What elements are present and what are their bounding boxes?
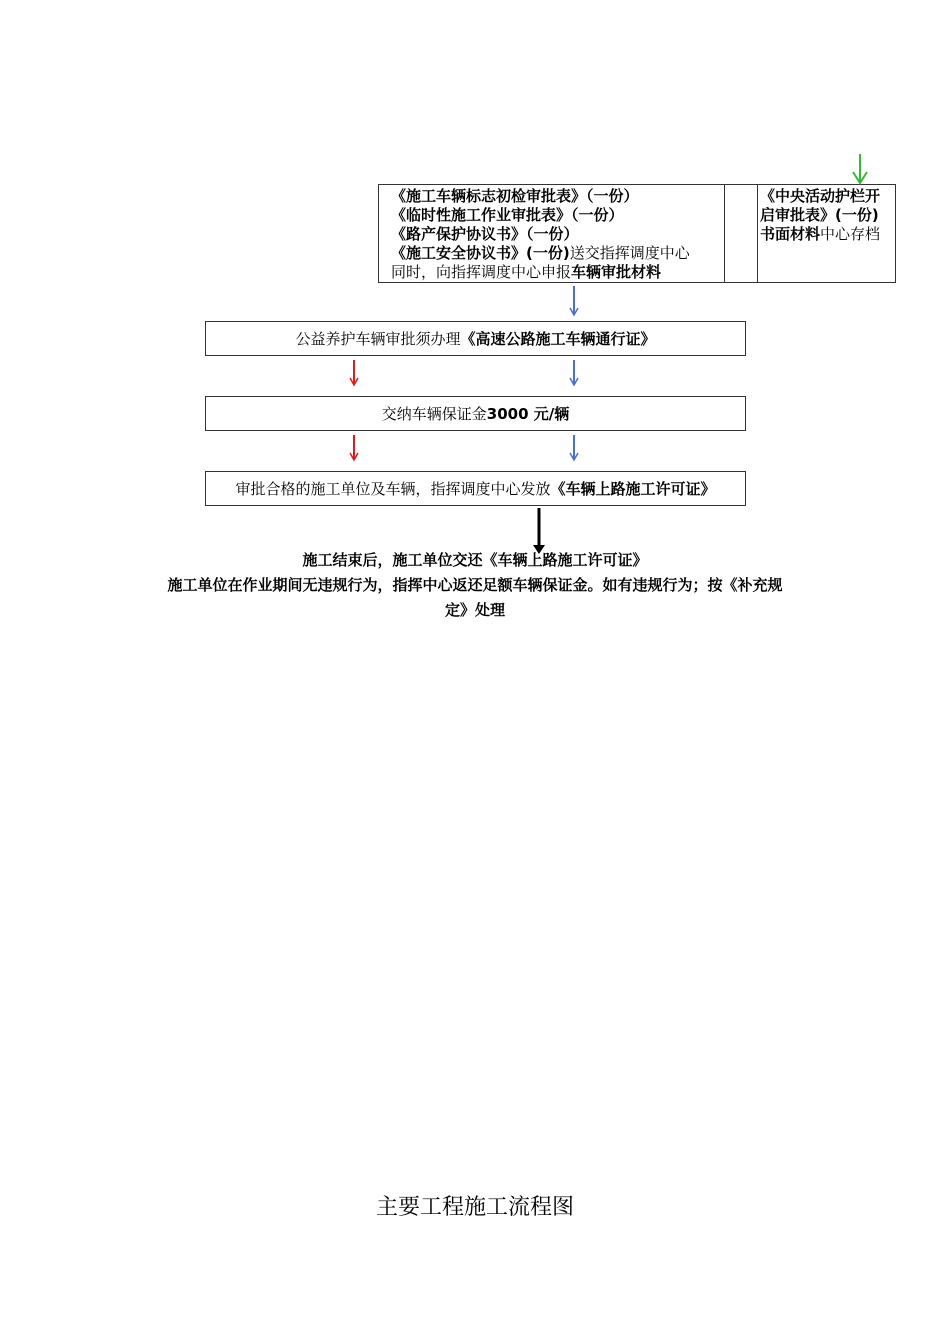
permit-box [205,321,746,356]
page-title: 主要工程施工流程图 [375,1195,574,1220]
issue-permit-name: 《车辆上路施工许可证》 [550,480,716,498]
materials-line-5: 同时，向指挥调度中心申报车辆审批材料 [391,263,662,281]
completion-line-3: 定》处理 [444,601,505,619]
issue-text: 审批合格的施工单位及车辆，指挥调度中心发放 [235,480,551,498]
arrow-blue-down-icon [566,358,582,388]
arrow-green-down-icon [850,152,870,186]
materials-line-2: 《临时性施工作业审批表》（一份） [391,206,624,224]
materials-line-4: 《施工安全协议书》(一份)送交指挥调度中心 [391,244,690,262]
barrier-line-2: 启审批表》(一份) [760,206,879,224]
barrier-box [757,184,896,283]
arrow-blue-down-icon [566,284,582,318]
completion-note [130,548,820,623]
deposit-amount: 3000 元/辆 [486,405,570,423]
arrow-blue-down-icon [566,433,582,463]
materials-line-3: 《路产保护协议书》（一份） [391,225,579,243]
deposit-box [205,396,746,431]
spacer-box [724,184,758,283]
arrow-red-down-icon [346,358,362,388]
issue-box [205,471,746,506]
barrier-line-3: 书面材料中心存档 [760,225,881,243]
materials-box [378,184,725,283]
completion-line-1: 施工结束后，施工单位交还《车辆上路施工许可证》 [302,551,648,569]
barrier-line-1: 《中央活动护栏开 [760,187,881,205]
materials-line-1: 《施工车辆标志初检审批表》（一份） [391,187,639,205]
arrow-red-down-icon [346,433,362,463]
deposit-text: 交纳车辆保证金 [381,405,487,423]
permit-text: 公益养护车辆审批须办理 [295,330,461,348]
completion-line-2: 施工单位在作业期间无违规行为，指挥中心返还足额车辆保证金。如有违规行为；按《补充规 [167,576,783,594]
permit-name: 《高速公路施工车辆通行证》 [460,330,656,348]
